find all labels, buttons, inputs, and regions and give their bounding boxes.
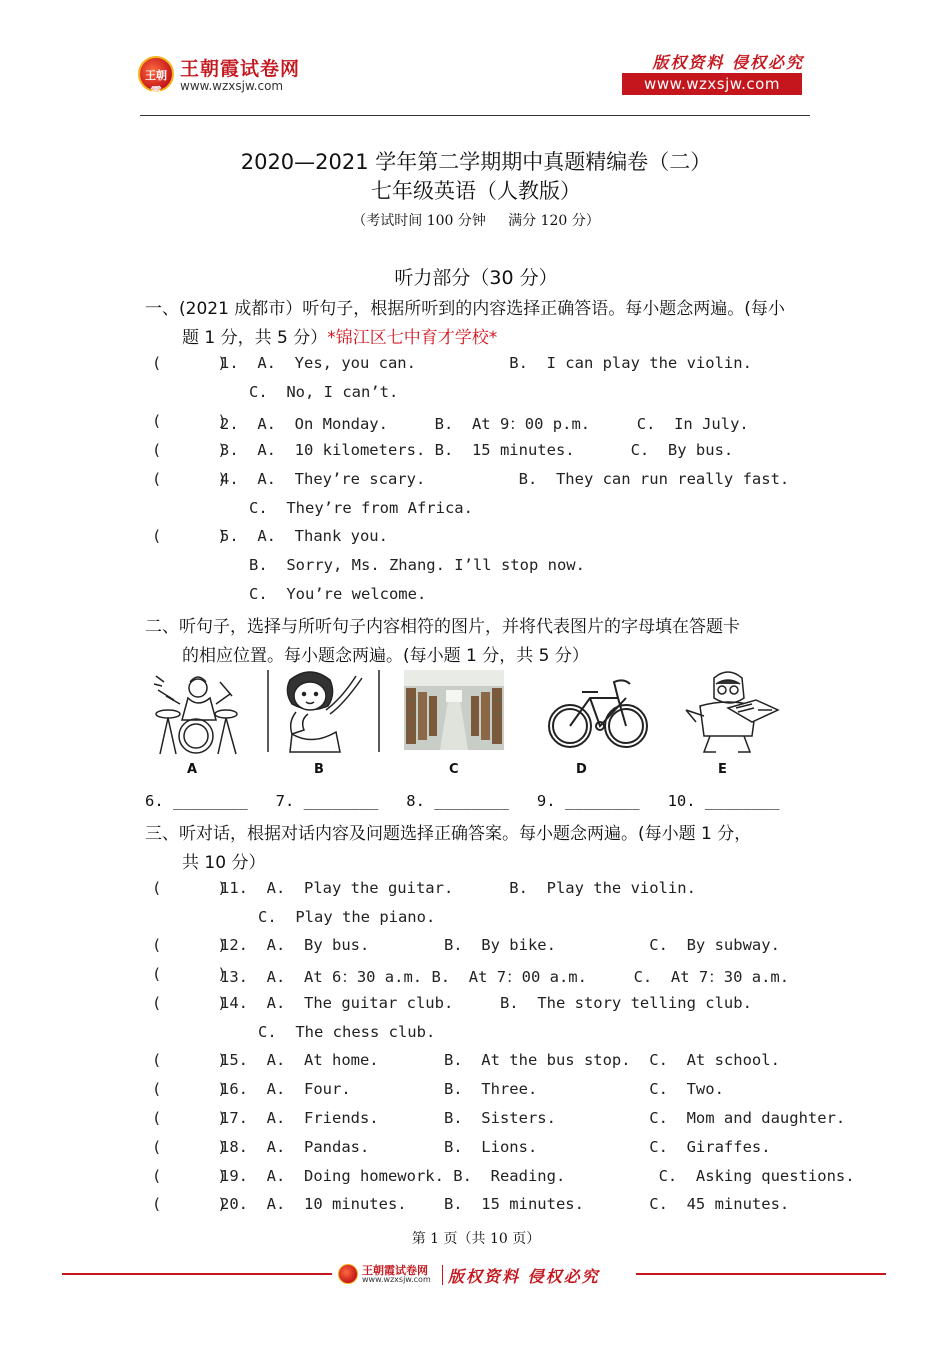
footer-divider-right xyxy=(630,1273,886,1275)
question-1-option-c: C. No, I can’t. xyxy=(249,383,399,401)
school-tag: *锦江区七中育才学校* xyxy=(327,328,498,348)
reading-man-icon xyxy=(680,670,784,756)
answer-paren[interactable]: ( ) xyxy=(152,936,227,954)
library-photo xyxy=(404,670,504,756)
question-1: 1. A. Yes, you can. B. I can play the violin. xyxy=(220,354,752,372)
question-17: 17. A. Friends. B. Sisters. C. Mom and daughter. xyxy=(220,1109,846,1127)
answer-blanks[interactable]: 6. ________ 7. ________ 8. ________ 9. ________ 10. ________ xyxy=(145,792,780,810)
logo-url[interactable]: www.wzxsjw.com xyxy=(180,79,284,93)
question-11-option-c: C. Play the piano. xyxy=(258,908,436,926)
page-number: 第 1 页（共 10 页） xyxy=(411,1231,541,1247)
part1-instruction-cont xyxy=(182,323,497,348)
answer-paren[interactable]: ( ) xyxy=(152,994,227,1012)
picture-label-b: B xyxy=(314,762,324,777)
answer-paren[interactable]: ( ) xyxy=(152,1109,227,1127)
footer-logo-mark-icon xyxy=(338,1264,358,1284)
question-12: 12. A. By bus. B. By bike. C. By subway. xyxy=(220,936,780,954)
part1-instruction-text: 题 1 分，共 5 分） xyxy=(182,328,328,348)
footer-separator xyxy=(442,1265,443,1285)
part3-instruction: 三、听对话，根据对话内容及问题选择正确答案。每小题念两遍。(每小题 1 分， xyxy=(145,824,752,844)
question-5-option-b: B. Sorry, Ms. Zhang. I’ll stop now. xyxy=(249,556,585,574)
question-16: 16. A. Four. B. Three. C. Two. xyxy=(220,1080,724,1098)
answer-paren[interactable]: ( ) xyxy=(152,470,227,488)
part1-instruction: 一、(2021 成都市）听句子，根据所听到的内容选择正确答语。每小题念两遍。(每小 xyxy=(145,299,785,319)
answer-paren[interactable]: ( ) xyxy=(152,1167,227,1185)
question-2: 2. A. On Monday. B. At 9：00 p.m. C. In July. xyxy=(220,415,749,433)
part2-instruction-cont: 的相应位置。每小题念两遍。(每小题 1 分，共 5 分） xyxy=(182,646,589,666)
section-title: 听力部分（30 分） xyxy=(394,267,558,289)
drummer-icon xyxy=(150,670,240,756)
question-15: 15. A. At home. B. At the bus stop. C. At school. xyxy=(220,1051,780,1069)
question-4-option-c: C. They’re from Africa. xyxy=(249,499,473,517)
answer-paren[interactable]: ( ) xyxy=(152,412,227,430)
logo-mark-icon: 王朝霞 xyxy=(138,56,174,92)
exam-title: 2020—2021 学年第二学期期中真题精编卷（二） xyxy=(240,150,712,174)
answer-paren[interactable]: ( ) xyxy=(152,527,227,545)
bicycle-icon xyxy=(546,670,650,756)
answer-paren[interactable]: ( ) xyxy=(152,1195,227,1213)
question-3: 3. A. 10 kilometers. B. 15 minutes. C. By bus. xyxy=(220,441,734,459)
boy-thinking-icon xyxy=(266,670,382,756)
answer-paren[interactable]: ( ) xyxy=(152,965,227,983)
picture-label-d: D xyxy=(576,762,587,777)
question-13: 13. A. At 6：30 a.m. B. At 7：00 a.m. C. At 7：30 a.m. xyxy=(220,968,790,986)
answer-paren[interactable]: ( ) xyxy=(152,1080,227,1098)
question-14: 14. A. The guitar club. B. The story telling club. xyxy=(220,994,752,1012)
picture-label-e: E xyxy=(718,762,727,777)
footer-logo-url[interactable]: www.wzxsjw.com xyxy=(362,1275,431,1284)
logo-name: 王朝霞试卷网 xyxy=(180,58,301,80)
answer-paren[interactable]: ( ) xyxy=(152,1051,227,1069)
picture-label-a: A xyxy=(187,762,198,777)
header-divider xyxy=(140,115,810,116)
answer-paren[interactable]: ( ) xyxy=(152,1138,227,1156)
question-4: 4. A. They’re scary. B. They can run really fast. xyxy=(220,470,790,488)
url-badge[interactable]: www.wzxsjw.com xyxy=(622,73,802,95)
question-14-option-c: C. The chess club. xyxy=(258,1023,436,1041)
copyright-notice: 版权资料 侵权必究 xyxy=(652,53,804,72)
answer-paren[interactable]: ( ) xyxy=(152,879,227,897)
answer-paren[interactable]: ( ) xyxy=(152,354,227,372)
footer-copyright: 版权资料 侵权必究 xyxy=(448,1267,600,1286)
picture-label-c: C xyxy=(449,762,459,777)
footer-logo-name: 王朝霞试卷网 xyxy=(362,1264,428,1277)
question-5: 5. A. Thank you. xyxy=(220,527,388,545)
part3-instruction-cont: 共 10 分） xyxy=(182,853,266,873)
exam-info: （考试时间 100 分钟 满分 120 分） xyxy=(352,213,600,229)
question-11: 11. A. Play the guitar. B. Play the violin. xyxy=(220,879,696,897)
site-logo[interactable] xyxy=(138,52,338,98)
footer-divider-left xyxy=(62,1273,332,1275)
question-5-option-c: C. You’re welcome. xyxy=(249,585,427,603)
question-20: 20. A. 10 minutes. B. 15 minutes. C. 45 minutes. xyxy=(220,1195,790,1213)
footer-logo[interactable] xyxy=(336,1262,636,1288)
question-19: 19. A. Doing homework. B. Reading. C. Asking questions. xyxy=(220,1167,855,1185)
question-18: 18. A. Pandas. B. Lions. C. Giraffes. xyxy=(220,1138,771,1156)
exam-subtitle: 七年级英语（人教版） xyxy=(371,179,581,203)
part2-instruction: 二、听句子，选择与所听句子内容相符的图片，并将代表图片的字母填在答题卡 xyxy=(145,617,740,637)
answer-paren[interactable]: ( ) xyxy=(152,441,227,459)
